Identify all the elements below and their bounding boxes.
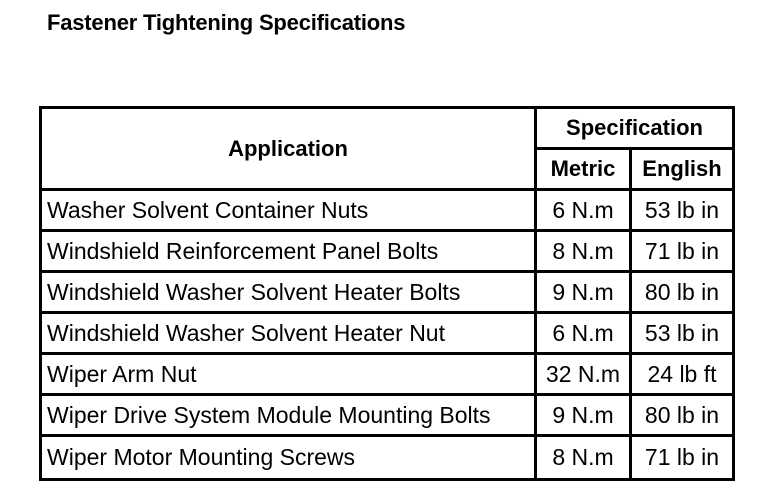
table-row — [42, 314, 732, 355]
english-cell: 53 lb in — [632, 314, 732, 355]
application-cell: Windshield Washer Solvent Heater Bolts — [42, 273, 537, 314]
application-cell: Washer Solvent Container Nuts — [42, 191, 537, 232]
english-cell: 80 lb in — [632, 396, 732, 437]
metric-cell: 32 N.m — [537, 355, 632, 396]
english-cell: 71 lb in — [632, 232, 732, 273]
fastener-spec-table — [39, 106, 735, 481]
table-row — [42, 232, 732, 273]
metric-cell: 6 N.m — [537, 191, 632, 232]
metric-cell: 9 N.m — [537, 396, 632, 437]
metric-cell: 8 N.m — [537, 232, 632, 273]
page-title: Fastener Tightening Specifications — [47, 10, 406, 35]
table-row — [42, 437, 732, 478]
metric-header: Metric — [537, 150, 632, 191]
application-cell: Wiper Drive System Module Mounting Bolts — [42, 396, 537, 437]
application-header: Application — [42, 109, 537, 191]
table-header-row — [42, 109, 732, 150]
english-header: English — [632, 150, 732, 191]
english-cell: 71 lb in — [632, 437, 732, 478]
metric-cell: 6 N.m — [537, 314, 632, 355]
application-cell: Windshield Washer Solvent Heater Nut — [42, 314, 537, 355]
table-row — [42, 355, 732, 396]
english-cell: 24 lb ft — [632, 355, 732, 396]
application-cell: Wiper Motor Mounting Screws — [42, 437, 537, 478]
specification-header: Specification — [537, 109, 732, 150]
english-cell: 80 lb in — [632, 273, 732, 314]
application-cell: Windshield Reinforcement Panel Bolts — [42, 232, 537, 273]
metric-cell: 8 N.m — [537, 437, 632, 478]
metric-cell: 9 N.m — [537, 273, 632, 314]
table-row — [42, 273, 732, 314]
table-row — [42, 191, 732, 232]
english-cell: 53 lb in — [632, 191, 732, 232]
table-row — [42, 396, 732, 437]
application-cell: Wiper Arm Nut — [42, 355, 537, 396]
